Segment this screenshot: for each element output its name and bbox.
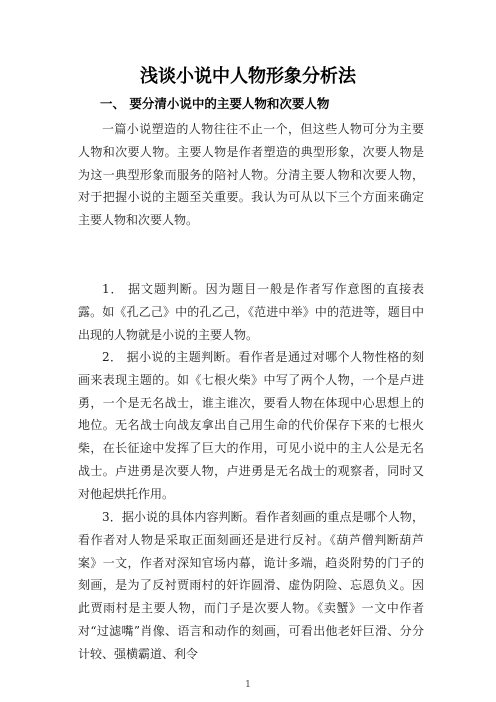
section-heading: 一、 要分清小说中的主要人物和次要人物 [100, 96, 330, 111]
paragraph-point-3: 3．据小说的具体内容判断。看作者刻画的重点是哪个人物，看作者对人物是采取正面刻画还是进行反衬。《葫芦僧判断葫芦案》一文，作者对深知官场内幕，诡计多端，趋炎附势的门子的刻画，是为了反衬贾雨村的奸诈圆滑、虚伪阴险、忘恩负义。因此贾雨村是主要人物，而门子是次要人物。《卖蟹》一文中作者对“过滤嘴”肖像、语言和动作的刻画，可看出他老奸巨滑、分分计较、强横霸道、利令 [78, 510, 424, 661]
paragraph-intro: 一篇小说塑造的人物往往不止一个，但这些人物可分为主要人物和次要人物。主要人物是作者塑造的典型形象，次要人物是为这一典型形象而服务的陪衬人物。分清主要人物和次要人物，对于把握小说的主题至关重要。我认为可从以下三个方面来确定主要人物和次要人物。 [78, 122, 424, 228]
page-number: 1 [245, 680, 251, 690]
document-title: 浅谈小说中人物形象分析法 [140, 66, 356, 87]
paragraph-point-2: 2． 据小说的主题判断。看作者是通过对哪个人物性格的刻画来表现主题的。如《七根火柴》中写了两个人物，一个是卢进勇，一个是无名战士，谁主谁次，要看人物在体现中心思想上的地位。无名战士向战友拿出自己用生命的代价保存下来的七根火柴，在长征途中发挥了巨大的作用，可见小说中的主人公是无名战士。卢进勇是次要人物，卢进勇是无名战士的观察者，同时又对他起烘托作用。 [78, 350, 424, 501]
paragraph-point-1: 1． 据文题判断。因为题目一般是作者写作意图的直接表露。如《孔乙己》中的孔乙己，《范进中举》中的范进等，题目中出现的人物就是小说的主要人物。 [78, 282, 424, 342]
